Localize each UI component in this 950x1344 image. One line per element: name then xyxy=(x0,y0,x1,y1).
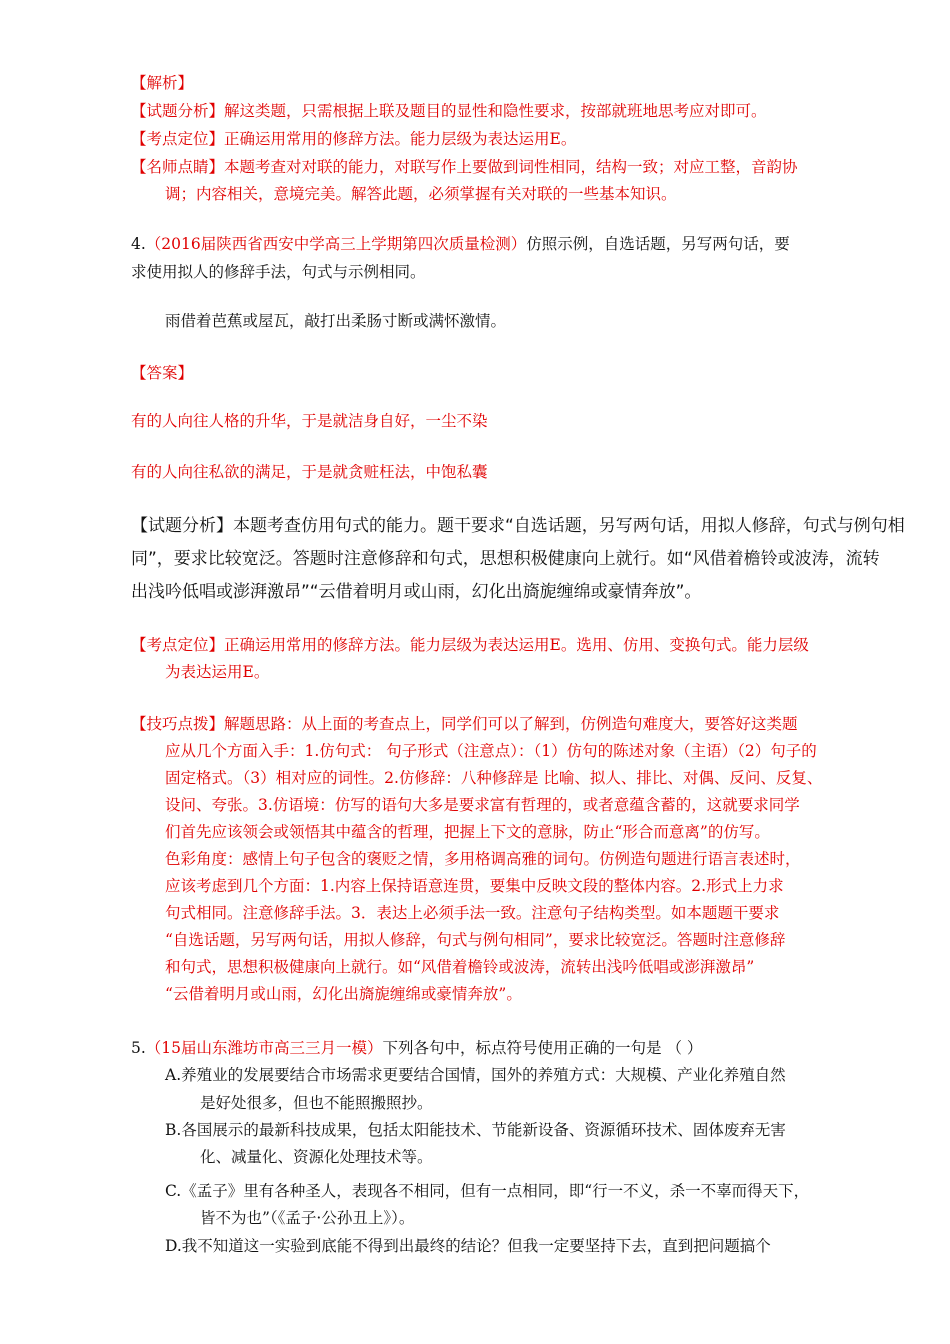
question-5-stem: 下列各句中，标点符号使用正确的一句是 （ ） xyxy=(382,1039,703,1057)
technique-line-9: “自选话题，另写两句话，用拟人修辞，句式与例句相同”，要求比较宽泛。答题时注意修辞 xyxy=(165,931,786,949)
question-4-analysis-3: 出浅吟低唱或澎湃激昂”“云借着明月或山雨，幻化出旖旎缠绵或豪情奔放”。 xyxy=(131,582,702,602)
question-5-source: （15届山东潍坊市高三三月一模） xyxy=(145,1039,383,1057)
question-5-header xyxy=(131,1037,702,1059)
question-4-analysis-1: 【试题分析】本题考查仿用句式的能力。题干要求“自选话题，另写两句话，用拟人修辞，句式与例句相 xyxy=(131,516,905,536)
question-5-number: 5. xyxy=(131,1039,146,1057)
technique-line-5: 们首先应该领会或领悟其中蕴含的哲理，把握上下文的意脉，防止“形合而意离”的仿写。 xyxy=(165,823,770,841)
teacher-note-line-1: 【名师点睛】本题考查对对联的能力，对联写作上要做到词性相同，结构一致；对应工整，音韵协 xyxy=(131,158,798,176)
technique-line-7: 应该考虑到几个方面：1.内容上保持语意连贯，要集中反映文段的整体内容。2.形式上力求 xyxy=(165,877,784,895)
question-4-example: 雨借着芭蕉或屋瓦，敲打出柔肠寸断或满怀激情。 xyxy=(165,312,507,330)
answer-line-1: 有的人向往人格的升华，于是就洁身自好，一尘不染 xyxy=(131,412,488,430)
option-d-line-1: D.我不知道这一实验到底能不得到出最终的结论？但我一定要坚持下去，直到把问题搞个 xyxy=(165,1237,771,1255)
jiexi-label: 【解析】 xyxy=(131,74,194,92)
technique-line-6: 色彩角度：感情上句子包含的褒贬之情，多用格调高雅的词句。仿例造句题进行语言表述时， xyxy=(165,850,801,868)
topic-position-line: 【考点定位】正确运用常用的修辞方法。能力层级为表达运用E。 xyxy=(131,130,577,148)
answer-line-2: 有的人向往私欲的满足，于是就贪赃枉法，中饱私囊 xyxy=(131,463,488,481)
option-a-line-1: A.养殖业的发展要结合市场需求更要结合国情，国外的养殖方式：大规模、产业化养殖自然 xyxy=(165,1066,786,1084)
question-4-topic-position-1: 【考点定位】正确运用常用的修辞方法。能力层级为表达运用E。选用、仿用、变换句式。能力层级 xyxy=(131,636,809,654)
question-4-header xyxy=(131,233,790,255)
question-4-stem-1: 仿照示例，自选话题，另写两句话，要 xyxy=(526,235,790,253)
option-c-line-1: C.《孟子》里有各种圣人，表现各不相同，但有一点相同，即“行一不义，杀一不辜而得天下， xyxy=(165,1182,810,1200)
analysis-line: 【试题分析】解这类题，只需根据上联及题目的显性和隐性要求，按部就班地思考应对即可。 xyxy=(131,102,767,120)
question-4-topic-position-2: 为表达运用E。 xyxy=(165,663,270,681)
question-4-stem-2: 求使用拟人的修辞手法，句式与示例相同。 xyxy=(131,263,426,281)
answer-label: 【答案】 xyxy=(131,364,194,382)
technique-line-4: 设问、夸张。3.仿语境：仿写的语句大多是要求富有哲理的，或者意蕴含蓄的，这就要求同学 xyxy=(165,796,800,814)
question-4-analysis-2: 同”，要求比较宽泛。答题时注意修辞和句式，思想积极健康向上就行。如“风借着檐铃或波涛，流转 xyxy=(131,549,880,569)
option-c-line-2: 皆不为也”（《孟子·公孙丑上》）。 xyxy=(200,1209,415,1227)
question-4-number: 4. xyxy=(131,235,146,253)
technique-line-8: 句式相同。注意修辞手法。3．表达上必须手法一致。注意句子结构类型。如本题题干要求 xyxy=(165,904,780,922)
technique-line-1: 【技巧点拨】解题思路：从上面的考查点上，同学们可以了解到，仿例造句难度大，要答好这类题 xyxy=(131,715,798,733)
option-b-line-2: 化、减量化、资源化处理技术等。 xyxy=(200,1148,433,1166)
technique-line-11: “云借着明月或山雨，幻化出旖旎缠绵或豪情奔放”。 xyxy=(165,985,522,1003)
technique-line-10: 和句式，思想积极健康向上就行。如“风借着檐铃或波涛，流转出浅吟低唱或澎湃激昂” xyxy=(165,958,755,976)
teacher-note-line-2: 调；内容相关，意境完美。解答此题，必须掌握有关对联的一些基本知识。 xyxy=(165,185,677,203)
technique-line-2: 应从几个方面入手：1.仿句式： 句子形式（注意点）：（1）仿句的陈述对象（主语）（2）句子的 xyxy=(165,742,817,760)
option-a-line-2: 是好处很多，但也不能照搬照抄。 xyxy=(200,1094,433,1112)
question-4-source: （2016届陕西省西安中学高三上学期第四次质量检测） xyxy=(145,235,527,253)
technique-line-3: 固定格式。（3）相对应的词性。2.仿修辞：八种修辞是 比喻、拟人、排比、对偶、反问、反复、 xyxy=(165,769,823,787)
option-b-line-1: B.各国展示的最新科技成果，包括太阳能技术、节能新设备、资源循环技术、固体废弃无害 xyxy=(165,1121,786,1139)
